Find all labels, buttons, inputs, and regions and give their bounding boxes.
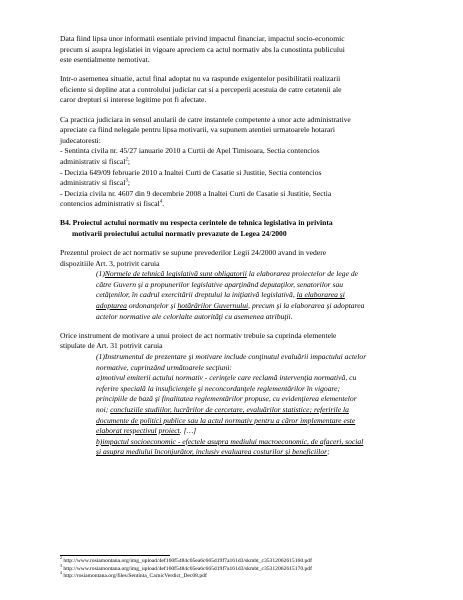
footnote-ref-2[interactable]: 2: [125, 157, 128, 163]
quote-article-3: (1)Normele de tehnică legislativă sunt obligatorii la elaborarea proiectelor de lege de către Guvern şi a propunerilor legislative aparţinând deputaţilor, senatorilor sau cetăţenilor, în cadrul exercitării dreptului la iniţiativă legislativă, la elaborarea şi adoptarea ordonanţelor şi hotărârilor Guvernului, precum şi la elaborarea şi adoptarea actelor normative ale celorlalte autorităţi cu asemenea atribuţii.: [96, 269, 365, 321]
footnote-3[interactable]: $^3$ http://www.rosiamontana.org/img_upload/4ef160f5484c05ea6c665d19f7a161d3/skmbt_c35312062615170.pdf: [60, 562, 312, 572]
footnote-2[interactable]: $^2$ http://www.rosiamontana.org/img_upload/4ef160f5484c05ea6c665d19f7a161d3/skmbt_c35312062615160.pdf: [60, 555, 312, 564]
quote-article-31: (1)Instrumentul de prezentare şi motivare include conţinutul evaluării impactului actelor normative, cuprinzând următoarele secţiuni: a)motivul emiterii actului normativ - cerinţele care reclamă intervenţia normativă, cu referire specială la insuficienţele şi neconcordanţele reglementărilor în vigoare; principiile de bază şi finalitatea reglementărilor propuse, cu evidenţierea elementelor noi; concluziile studiilor, lucrărilor de cercetare, evaluărilor statistice; referirile la documente de politici publice sau la actul normativ pentru a căror implementare este elaborat respectivul proiect. […] b)impactul socioeconomic - efectele asupra mediului macroeconomic, de afaceri, social şi asupra mediului înconjurător, inclusiv evaluarea costurilor şi beneficiilor;: [96, 351, 367, 457]
section-heading-b4: B4. Proiectul actului normativ nu respecta cerintele de tehnica legislativa in privinta motivarii proiectului actului normativ prevazute de Legea 24/2000: [60, 218, 333, 238]
paragraph-judicial-practice: Ca practica judiciara in sensul anularii de catre instantele competente a unor acte administrative apreciate ca fiind nelegale pentru lipsa motivarii, va supunem atentiei urmatoarele hotarari judecatoresti: - Sentinta civila nr. 45/27 ianuarie 2010 a Curtii de Apel Timisoara, Sectia contencios administrativ si fiscal$^2$; - Decizia 649/09 februarie 2010 a Inaltei Curti de Casatie si Justitie, Sectia contencios administrativ si fiscal$^3$; - Decizia civila nr. 4607 din 9 decembrie 2008 a Inaltei Curti de Casatie si Justitie, Sectia contencios administrativ si fiscal$^4$.: [60, 114, 351, 209]
paragraph-judicial-control: Intr-o asemenea situatie, actul final adoptat nu va raspunde exigentelor posibilitatii realizarii eficiente si depline atat a controlului judiciar cat si a perceperii acestuia de catre cetatenii ale caror drepturi si interese legitime pot fi afectate.: [60, 74, 342, 105]
paragraph-law-24-2000: Prezentul proiect de act normativ se supune prevederilor Legii 24/2000 avand in vedere dispozitiile Art. 3, potrivit caruia: [60, 248, 327, 268]
footnote-ref-3[interactable]: 3: [125, 178, 128, 184]
footnotes: [60, 555, 405, 581]
footnote-4[interactable]: $^4$ http://rosiamontana.org/files/Sentinta_CarnicVerdict_Dec08.pdf: [60, 570, 207, 580]
paragraph-missing-information: Data fiind lipsa unor informatii esentiale privind impactul financiar, impactul socio-economic precum si asupra legislatiei in vigoare apreciem ca actul normativ abs la cunostinta publicului este esentialmente nemotivat.: [60, 34, 345, 65]
footnote-ref-4[interactable]: 4: [159, 199, 163, 205]
paragraph-article-31: Orice instrument de motivare a unui proiect de act normativ trebuie sa cuprinda elementele stipulate de Art. 31 potrivit caruia: [60, 330, 337, 351]
footnote-divider: [60, 555, 170, 556]
